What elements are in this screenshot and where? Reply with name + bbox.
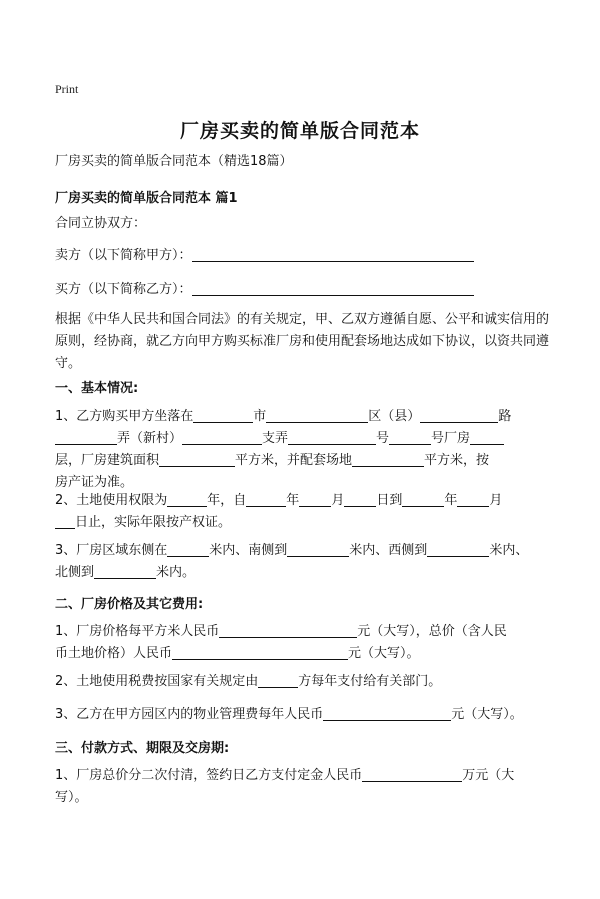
heading-price: 二、厂房价格及其它费用: <box>55 597 204 612</box>
preamble: 根据《中华人民共和国合同法》的有关规定，甲、乙双方遵循自愿、公平和诚实信用的原则，经协商，就乙方向甲方购买标准厂房和使用配套场地达成如下协议，以资共同遵守。 <box>55 312 550 371</box>
payment-clause-1: 1、厂房总价分二次付清，签约日乙方支付定金人民币 万元（大 写）。 <box>55 768 515 805</box>
seller-label: 卖方（以下简称甲方）： <box>55 248 192 263</box>
price-clause-1: 1、厂房价格每平方米人民币 元（大写），总价（含人民 币土地价格）人民币 元（大写）。 <box>55 624 507 661</box>
buyer-blank[interactable] <box>192 281 474 296</box>
price-clause-2: 2、土地使用税费按国家有关规定由 方每年支付给有关部门。 <box>55 674 442 689</box>
seller-line <box>55 245 555 267</box>
buyer-label: 买方（以下简称乙方）： <box>55 282 192 297</box>
buyer-line <box>55 279 555 301</box>
seller-blank[interactable] <box>192 247 474 262</box>
heading-basic-info: 一、基本情况: <box>55 381 139 396</box>
document-subtitle: 厂房买卖的简单版合同范本（精选18篇） <box>55 154 293 169</box>
section-title: 厂房买卖的简单版合同范本 篇1 <box>55 191 238 206</box>
clause-1-1: 1、乙方购买甲方坐落在 市 区（县） 路 弄（新村） 支弄 号 号厂房 层，厂房建筑面积 平方米，并配套场地 平方米，按 房产证为准。 <box>55 409 512 490</box>
clause-1-2: 2、土地使用权限为 年，自 年 月 日到 年 月 日止，实际年限按产权证。 <box>55 493 503 530</box>
parties-intro: 合同立协双方： <box>55 216 147 231</box>
heading-payment: 三、付款方式、期限及交房期: <box>55 741 230 756</box>
clause-1-3: 3、厂房区域东侧在 米内、南侧到 米内、西侧到 米内、 北侧到 米内。 <box>55 543 529 580</box>
print-label[interactable]: Print <box>55 82 79 96</box>
price-clause-3: 3、乙方在甲方园区内的物业管理费每年人民币 元（大写）。 <box>55 707 523 722</box>
document-title: 厂房买卖的简单版合同范本 <box>179 120 420 142</box>
